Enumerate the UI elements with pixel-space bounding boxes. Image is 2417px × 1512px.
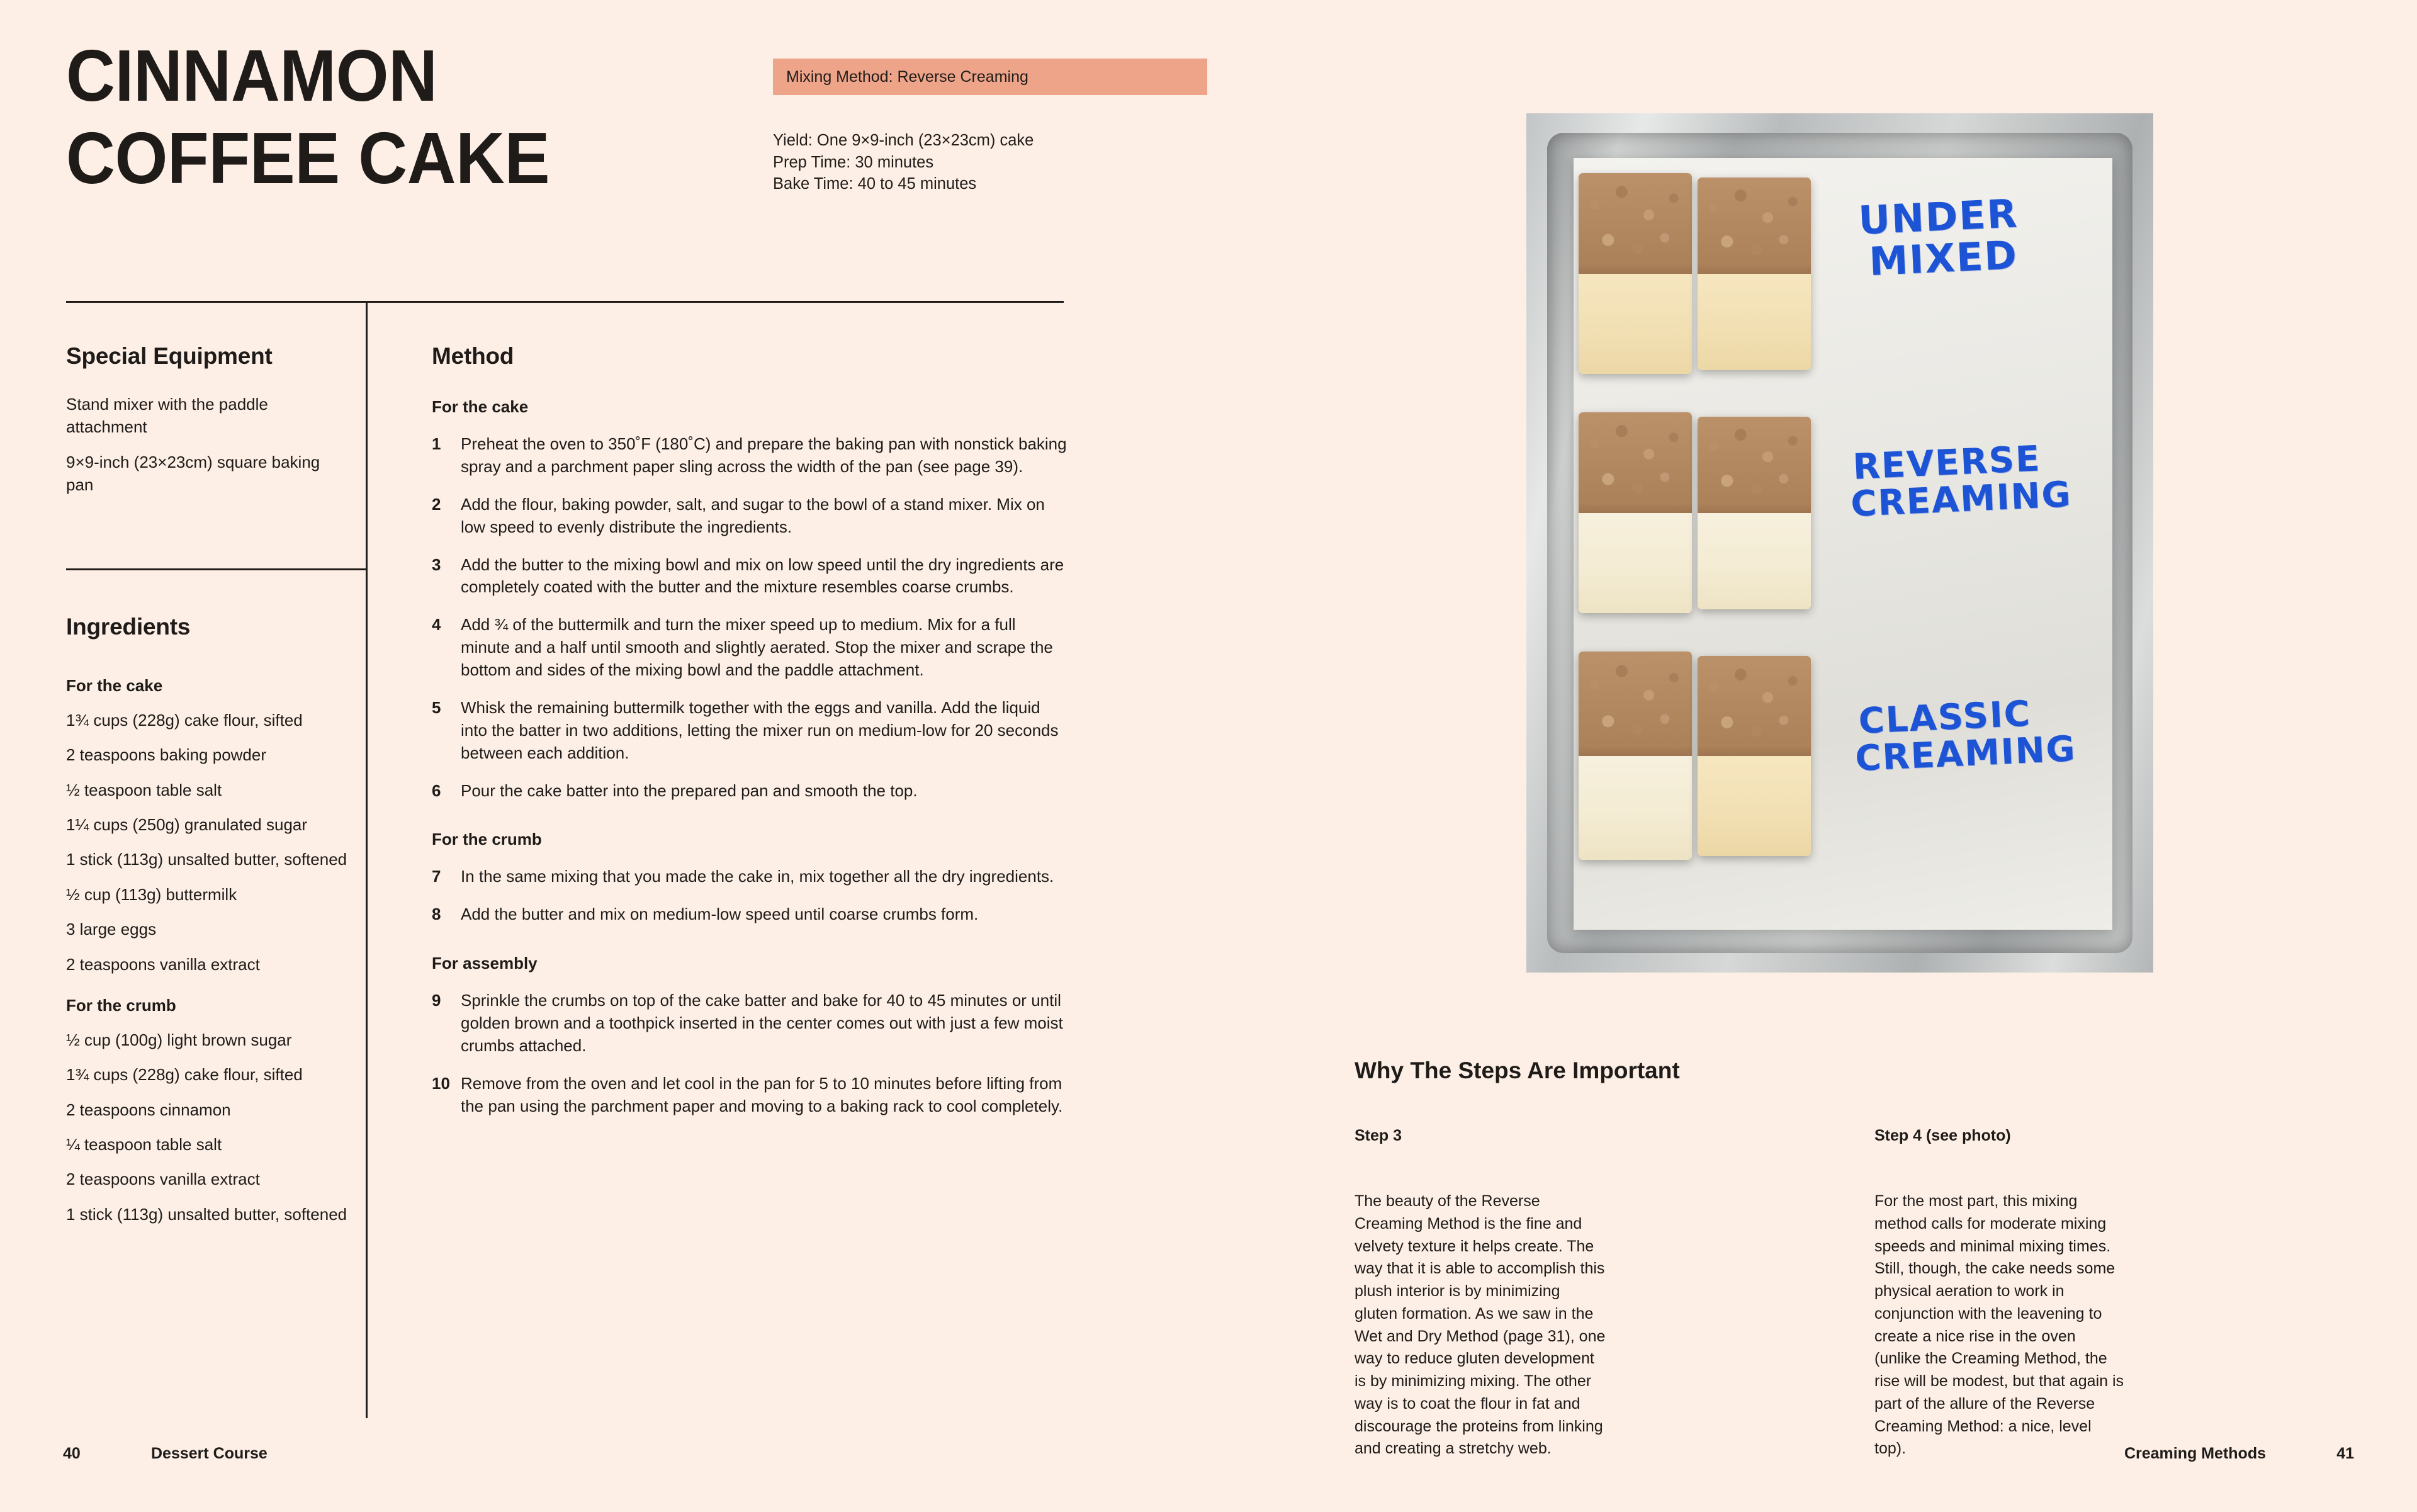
cake-crumb-interior <box>1698 756 1811 856</box>
special-equipment-heading: Special Equipment <box>66 343 273 369</box>
cake-slice <box>1579 173 1692 374</box>
cake-crumb-topping <box>1698 417 1811 517</box>
method-step <box>432 554 1068 599</box>
ingredient-group-cake <box>66 676 352 976</box>
step-number: 5 <box>432 697 441 717</box>
method-group-assembly <box>432 954 1068 1117</box>
special-equipment-list <box>66 393 343 497</box>
method-group-label: For assembly <box>432 954 538 973</box>
method-step <box>432 697 1068 765</box>
why-column-title: Step 3 <box>1355 1127 1402 1144</box>
handwritten-label-reverse-creaming <box>1852 439 2073 523</box>
equipment-item: Stand mixer with the paddle attachment <box>66 395 268 436</box>
meta-yield: Yield: One 9×9-inch (23×23cm) cake <box>773 132 1034 149</box>
ingredient-item: ¼ teaspoon table salt <box>66 1134 222 1154</box>
footer-page-number-left: 40 <box>63 1445 81 1462</box>
ingredient-item: 1 stick (113g) unsalted butter, softened <box>66 850 347 869</box>
step-number: 2 <box>432 494 441 514</box>
cake-crumb-interior <box>1698 513 1811 609</box>
cake-crumb-topping <box>1698 656 1811 760</box>
method-step-list <box>432 866 1068 926</box>
step-number: 3 <box>432 555 441 574</box>
step-number: 10 <box>432 1073 450 1093</box>
handwritten-line: REVERSE <box>1852 437 2042 488</box>
equipment-item: 9×9-inch (23×23cm) square baking pan <box>66 452 320 494</box>
step-number: 1 <box>432 434 441 453</box>
cake-slice <box>1698 417 1811 609</box>
why-column-body: The beauty of the Reverse Creaming Method is the fine and velvety texture it helps create. The way that it is able to accomplish this plush interior is by minimizing gluten formation. As we saw in the Wet and Dry Method (page 31), one way to reduce gluten development is by minimizing mixing. The other way is to coat the flour in fat and discourage the proteins from linking and creating a stretchy web. <box>1355 1192 1606 1458</box>
step-text: Remove from the oven and let cool in the pan for 5 to 10 minutes before lifting from the pan using the parchment paper and moving to a baking rack to cool completely. <box>461 1073 1063 1115</box>
why-column-title: Step 4 (see photo) <box>1874 1127 2011 1144</box>
handwritten-label-classic-creaming <box>1854 693 2077 780</box>
cake-crumb-interior <box>1579 274 1692 374</box>
handwritten-line: CLASSIC <box>1857 693 2032 742</box>
equipment-divider <box>66 568 368 570</box>
step-text: Add the butter to the mixing bowl and mix on low speed until the dry ingredients are completely coated with the butter and the mixture resembles coarse crumbs. <box>461 555 1064 597</box>
method-group-crumb <box>432 830 1068 926</box>
cake-slice <box>1579 652 1692 860</box>
method-step <box>432 614 1068 682</box>
step-number: 6 <box>432 781 441 800</box>
handwritten-line: CREAMING <box>1850 474 2073 525</box>
ingredient-item: ½ teaspoon table salt <box>66 780 222 799</box>
ingredient-item: 3 large eggs <box>66 920 157 939</box>
ingredient-item: 2 teaspoons cinnamon <box>66 1100 231 1119</box>
footer-page-number-right: 41 <box>2336 1445 2354 1462</box>
meta-bake-time: Bake Time: 40 to 45 minutes <box>773 175 977 193</box>
ingredient-group-label: For the crumb <box>66 995 176 1015</box>
handwritten-label-under-mixed <box>1857 190 2020 285</box>
method-step-list <box>432 990 1068 1117</box>
header-divider <box>66 301 1064 303</box>
ingredient-item: 1 stick (113g) unsalted butter, softened <box>66 1204 347 1224</box>
special-equipment-section <box>66 343 343 509</box>
handwritten-line: MIXED <box>1868 232 2019 285</box>
cake-crumb-interior <box>1579 756 1692 860</box>
why-column-body: For the most part, this mixing method calls for moderate mixing speeds and minimal mixing times. Still, though, the cake needs some physical aeration to work in conjunction with the leavening to create a nice rise in the oven (unlike the Creaming Method, the rise will be modest, but that again is part of the allure of the Reverse Creaming Method: a nice, level top). <box>1874 1192 2124 1458</box>
ingredient-item: 1¼ cups (250g) granulated sugar <box>66 815 308 835</box>
method-group-label: For the crumb <box>432 830 542 849</box>
ingredient-item: 2 teaspoons vanilla extract <box>66 954 260 974</box>
column-divider <box>366 301 368 1418</box>
cake-crumb-interior <box>1579 513 1692 613</box>
ingredient-item: 1¾ cups (228g) cake flour, sifted <box>66 711 303 730</box>
step-number: 8 <box>432 905 441 924</box>
method-step <box>432 990 1068 1058</box>
cake-crumb-topping <box>1579 412 1692 517</box>
cake-comparison-photo <box>1526 113 2153 973</box>
ingredients-heading: Ingredients <box>66 614 191 640</box>
method-step <box>432 866 1068 888</box>
meta-prep-time: Prep Time: 30 minutes <box>773 153 934 171</box>
method-step <box>432 494 1068 539</box>
method-section <box>432 343 1068 1133</box>
cake-crumb-topping <box>1698 178 1811 278</box>
cake-slice <box>1698 178 1811 370</box>
why-column-step-4 <box>1874 1127 2126 1460</box>
step-text: Sprinkle the crumbs on top of the cake batter and bake for 40 to 45 minutes or until golden brown and a toothpick inserted in the center comes out with just a few moist crumbs attached. <box>461 991 1063 1055</box>
ingredient-list <box>66 709 352 976</box>
step-number: 9 <box>432 991 441 1010</box>
cake-crumb-interior <box>1698 274 1811 370</box>
left-page <box>0 0 1208 1512</box>
step-text: Whisk the remaining buttermilk together with the eggs and vanilla. Add the liquid into the batter in two additions, letting the mixer run on medium-low for 20 seconds between each addition. <box>461 697 1059 762</box>
ingredient-group-label: For the cake <box>66 676 163 695</box>
cake-slice <box>1698 656 1811 857</box>
ingredient-item: ½ cup (113g) buttermilk <box>66 884 237 904</box>
method-group-cake <box>432 397 1068 802</box>
step-number: 4 <box>432 615 441 635</box>
ingredients-groups <box>66 676 352 1238</box>
recipe-title-line-1: CINNAMON <box>66 35 437 116</box>
method-heading: Method <box>432 343 514 369</box>
recipe-meta <box>773 130 1214 195</box>
method-group-label: For the cake <box>432 397 529 416</box>
ingredient-list <box>66 1029 352 1226</box>
method-step <box>432 903 1068 926</box>
method-step <box>432 1073 1068 1118</box>
step-text: Add ¾ of the buttermilk and turn the mixer speed up to medium. Mix for a full minute and a half until smooth and slightly aerated. Stop the mixer and scrape the bottom and sides of the mixing bowl and the paddle attachment. <box>461 615 1053 679</box>
step-text: Pour the cake batter into the prepared pan and smooth the top. <box>461 781 918 800</box>
step-text: Preheat the oven to 350˚F (180˚C) and prepare the baking pan with nonstick baking spray and a parchment paper sling across the width of the pan (see page 39). <box>461 434 1067 476</box>
ingredient-item: 2 teaspoons vanilla extract <box>66 1170 260 1189</box>
parchment-paper <box>1574 158 2113 930</box>
step-text: Add the flour, baking powder, salt, and sugar to the bowl of a stand mixer. Mix on low speed to evenly distribute the ingredients. <box>461 494 1045 536</box>
ingredient-group-crumb <box>66 996 352 1226</box>
ingredient-item: 1¾ cups (228g) cake flour, sifted <box>66 1065 303 1085</box>
why-column-step-3 <box>1355 1127 1606 1460</box>
handwritten-line: UNDER <box>1857 190 2019 244</box>
step-text: Add the butter and mix on medium-low speed until coarse crumbs form. <box>461 905 979 924</box>
mixing-method-badge: Mixing Method: Reverse Creaming <box>773 59 1207 95</box>
ingredient-item: ½ cup (100g) light brown sugar <box>66 1030 292 1049</box>
cake-crumb-topping <box>1579 173 1692 278</box>
footer-section-right: Creaming Methods <box>2124 1445 2266 1462</box>
recipe-title <box>66 35 696 200</box>
why-steps-heading: Why The Steps Are Important <box>1355 1058 1680 1083</box>
step-text: In the same mixing that you made the cake in, mix together all the dry ingredients. <box>461 867 1054 886</box>
method-step <box>432 433 1068 478</box>
handwritten-line: CREAMING <box>1854 728 2077 780</box>
footer-section-left: Dessert Course <box>151 1445 268 1462</box>
method-step-list <box>432 433 1068 802</box>
method-step <box>432 780 1068 803</box>
cake-crumb-topping <box>1579 652 1692 760</box>
cake-slice <box>1579 412 1692 613</box>
ingredient-item: 2 teaspoons baking powder <box>66 745 267 765</box>
recipe-title-line-2: COFFEE CAKE <box>66 117 550 200</box>
step-number: 7 <box>432 867 441 886</box>
ingredients-section <box>66 614 356 640</box>
